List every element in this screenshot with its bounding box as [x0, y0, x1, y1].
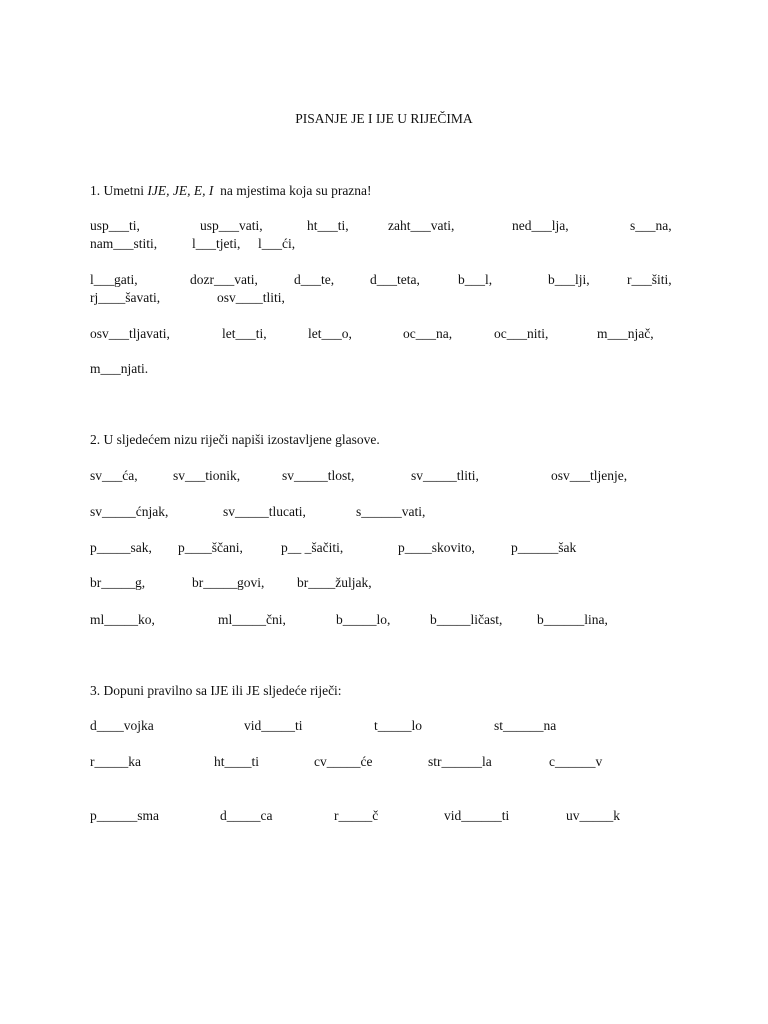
exercise-word: str______la [428, 754, 492, 769]
exercise-word: rj____šavati, [90, 290, 161, 305]
exercise-word: sv_____tliti, [411, 468, 479, 483]
exercise-word: sv_____tlost, [282, 468, 355, 483]
section-1-text-italic: IJE, JE, E, I [147, 183, 214, 198]
exercise-word: b______lina, [537, 612, 608, 627]
exercise-word: vid______ti [444, 808, 510, 823]
exercise-word: p____skovito, [398, 540, 475, 555]
exercise-word: sv_____ćnjak, [90, 504, 169, 519]
exercise-word: b___lji, [548, 272, 590, 287]
exercise-word: sv_____tlucati, [223, 504, 306, 519]
exercise-word: m___njač, [597, 326, 654, 341]
exercise-word: let___ti, [222, 326, 267, 341]
section-1-number: 1. [90, 183, 101, 198]
exercise-word: ned___lja, [512, 218, 569, 233]
exercise-word: cv_____će [314, 754, 373, 769]
exercise-word: r_____č [334, 808, 379, 823]
exercise-word: s______vati, [356, 504, 426, 519]
exercise-word: p_____sak, [90, 540, 152, 555]
exercise-word: b_____lo, [336, 612, 391, 627]
exercise-word: d_____ca [220, 808, 273, 823]
exercise-word: ml_____ko, [90, 612, 155, 627]
exercise-word: sv___tionik, [173, 468, 241, 483]
exercise-word: l___tjeti, [192, 236, 241, 251]
exercise-word: nam___stiti, [90, 236, 158, 251]
exercise-word: dozr___vati, [190, 272, 258, 287]
exercise-word: uv_____k [566, 808, 620, 823]
exercise-word: osv____tliti, [217, 290, 285, 305]
exercise-word: osv___tljavati, [90, 326, 170, 341]
exercise-word: p____ščani, [178, 540, 243, 555]
exercise-word: br_____g, [90, 575, 146, 590]
exercise-word: br____žuljak, [297, 575, 372, 590]
exercise-word: p__ _šačiti, [281, 540, 344, 555]
section-1-heading [90, 183, 372, 199]
exercise-word: st______na [494, 718, 557, 733]
exercise-word: let___o, [308, 326, 352, 341]
exercise-word: r_____ka [90, 754, 141, 769]
exercise-word: usp___vati, [200, 218, 263, 233]
section-2-heading: 2. U sljedećem nizu riječi napiši izostavljene glasove. [90, 432, 380, 447]
section-3-heading: 3. Dopuni pravilno sa IJE ili JE sljedeće riječi: [90, 683, 342, 698]
page-title: PISANJE JE I IJE U RIJEČIMA [295, 111, 473, 126]
exercise-word: l___gati, [90, 272, 138, 287]
exercise-word: osv___tljenje, [551, 468, 628, 483]
exercise-word: c______v [549, 754, 603, 769]
exercise-word: zaht___vati, [388, 218, 455, 233]
exercise-word: br_____govi, [192, 575, 265, 590]
exercise-word: oc___niti, [494, 326, 549, 341]
exercise-word: ht____ti [214, 754, 260, 769]
exercise-word: r___šiti, [627, 272, 672, 287]
exercise-word: l___ći, [258, 236, 296, 251]
exercise-word: d___teta, [370, 272, 420, 287]
exercise-word: oc___na, [403, 326, 453, 341]
section-1-text-after: na mjestima koja su prazna! [213, 183, 372, 198]
exercise-word: s___na, [630, 218, 672, 233]
exercise-word: p______sma [90, 808, 159, 823]
exercise-word: d___te, [294, 272, 335, 287]
exercise-word: t_____lo [374, 718, 423, 733]
exercise-word: b_____ličast, [430, 612, 503, 627]
section-1-text-before: Umetni [103, 183, 148, 198]
exercise-word: ml_____čni, [218, 612, 286, 627]
exercise-word: b___l, [458, 272, 493, 287]
exercise-word: sv___ća, [90, 468, 138, 483]
exercise-word: d____vojka [90, 718, 154, 733]
exercise-word: p______šak [511, 540, 577, 555]
exercise-word: vid_____ti [244, 718, 303, 733]
exercise-word: ht___ti, [307, 218, 349, 233]
exercise-word: usp___ti, [90, 218, 140, 233]
exercise-word: m___njati. [90, 361, 149, 376]
